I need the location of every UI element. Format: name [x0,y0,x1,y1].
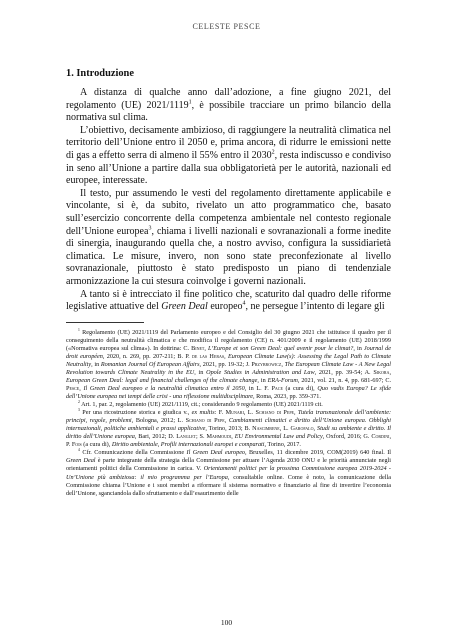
footnote-separator [66,322,144,323]
footnote-3: $^3$ Per una ricostruzione storica e giudica v., ex multis: F. Munari, L. Schiano di Pepe, Tutela transnazionale dell’ambiente: principi, regole, problemi, Bologna, 2012; L. Schiano di Pepe, Cambiamenti climatici e diritto dell’Unione europea. Obblighi internazionali, politiche ambientali e prassi applicative, Torino, 2013; B. Nascimbene, L. Garofalo, Studi su ambiente e diritto. Il diritto dell’Unione europea, Bari, 2012; D. Langlet; S. Mahmoudi, EU Environmental Law and Policy, Oxford, 2016; G. Cordini, P. Fois (a cura di), Diritto ambientale, Profili internazionali europei e comparati, Torino, 2017. [66,408,392,449]
footnote-ref-2[interactable]: 2 [271,149,275,156]
footnote-4: $^4$ Cfr. Comunicazione della Commissione Il Green Deal europeo, Bruxelles, 11 dicembre 2019, COM(2019) 640 final. Il Green Deal è parte integrante della strategia della Commissione per attuare l’Agenda 2030 ONU e le priorità annunciate negli orientamenti politici della Commissione in carica. V. Orientamenti politici per la prossima Commissione europea 2019-2024 - Un’Unione più ambiziosa: il mio programma per l’Europa, consultabile online. Come è noto, la comunicazione della Commissione chiama l’Unione e i suoi membri a riformare il sistema normativo e finanziario al fine di invertire l’economia dell’Unione, sganciandola dallo sfruttamento e dall’esaurimento delle [66,448,392,497]
page-content [66,68,391,498]
footnote-1: $^1$ Regolamento (UE) 2021/1119 del Parlamento europeo e del Consiglio del 30 giugno 2021 che istituisce il quadro per il conseguimento della neutralità climatica e che modifica il regolamento (CE) n. 401/2009 e il regolamento (UE) 2018/1999 («Normativa europea sul clima»). In dottrina: C. Binet, L’Europe et son Green Deal: quel avenir pour le climat?, in Journal de droit européen, 2020, n. 269, pp. 207-211; B. P. de las Heras, European Climate Law(s): Assessing the Legal Path to Climate Neutrality, in Romanian Journal Of European Affairs, 2021, pp. 19-32; J. Przybrowicz, The European Climate Law - A New Legal Revolution towards Climate Neutrality in the EU, in Opole Studies in Administration and Law, 2021, pp. 39-54; A. Sikora, European Green Deal: legal and financial challenges of the climate change, in ERA-Forum, 2021, vol. 21, n. 4, pp. 681-697; C. Pesce, Il Green Deal europeo e la neutralità climatica entro il 2050, in L. F. Pace (a cura di), Quo vadis Europa? Le sfide dell’Unione europea nei tempi delle crisi - una riflessione multidisciplinare, Roma, 2023, pp. 359-371. [66,327,392,401]
footnote-ref-1[interactable]: 1 [188,99,192,106]
body-text [66,87,391,314]
paragraph-4: A tanto si è intrecciato il fine politico che, scaturito dal quadro delle riforme legislative attuative del Green Deal europeo$^4$, ne persegue l’intento di legare gli [66,288,391,313]
paragraph-2: L’obiettivo, decisamente ambizioso, di raggiungere la neutralità climatica nel territorio dell’Unione entro il 2050 e, prima ancora, di ridurre le emissioni nette di gas a effetto serra di almeno il 55% entro il 2030$^2$, resta indiscusso e condiviso in seno all’Unione a partire dalla sua obbligatorietà per le autorità, nazionali ed europee, interessate. [66,124,392,187]
footnote-ref-3[interactable]: 3 [148,225,152,232]
footnote-ref-4[interactable]: 4 [242,300,246,307]
footnotes [66,329,391,498]
paragraph-3: Il testo, pur assumendo le vesti del regolamento direttamente applicabile e vincolante, si è, da subito, rivelato un atto programmatico che, basato sull’esercizio concorrente della competenza ambientale nel contesto regionale dell’Unione europea$^3$, chiama i livelli nazionali e sovranazionali a forme inedite di sinergia, inaugurando quella che, a nostro avviso, configura la sussidiarietà climatica. Le misure, invero, non sono state preconfezionate al livello sovranazionale, piuttosto è stato predisposto un piano di tendenziale armonizzazione la cui stesura coinvolge i governi nazionali. [66,187,391,287]
running-head: CELESTE PESCE [192,22,261,31]
page-number: 100 [220,618,233,627]
paragraph-1: A distanza di qualche anno dall’adozione, a fine giugno 2021, del regolamento (UE) 2021/1119$^1$, è possibile tracciare un primo bilancio della normativa sul clima. [66,87,391,124]
footnote-2: $^2$ Art. 1, par. 2, regolamento (UE) 2021/1119, cit.; considerando 9 regolamento (UE) 2021/1119 cit. [78,400,323,409]
section-title: 1. Introduzione [66,68,134,79]
